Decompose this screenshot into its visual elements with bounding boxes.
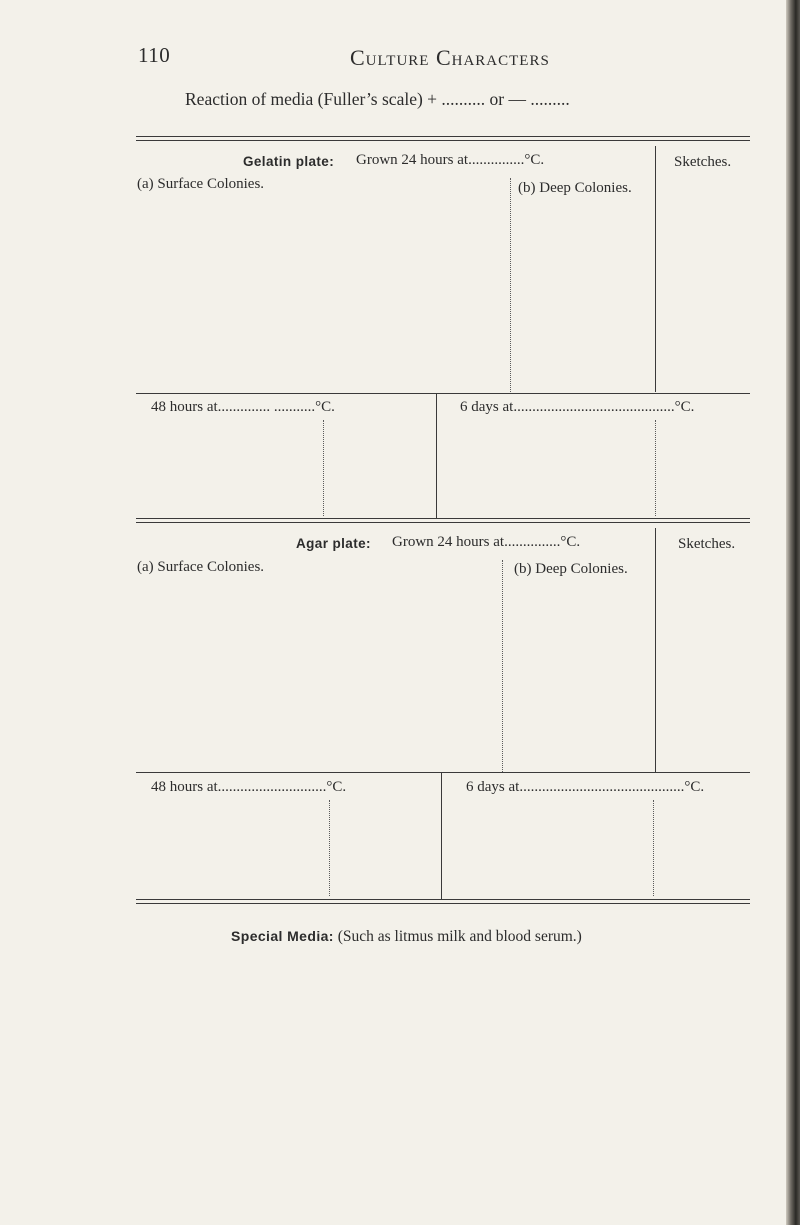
gelatin-grown: Grown 24 hours at...............°C.	[356, 152, 545, 168]
gelatin-6-days: 6 days at...........................................°C.	[460, 399, 695, 415]
gelatin-sketches-divider	[655, 146, 656, 392]
gelatin-sketches: Sketches.	[674, 154, 732, 170]
agar-48h-divider	[329, 800, 330, 896]
reaction-line: Reaction of media (Fuller’s scale) + .......... or — .........	[185, 89, 570, 109]
agar-sketches: Sketches.	[678, 536, 736, 552]
gelatin-mid-rule	[136, 393, 750, 394]
agar-column-divider	[502, 560, 503, 772]
gelatin-title: Gelatin plate:	[243, 154, 335, 169]
page-number: 110	[138, 43, 171, 67]
gelatin-48h-divider	[323, 420, 324, 516]
scanned-page-edge	[786, 0, 800, 1225]
special-media-note: (Such as litmus milk and blood serum.)	[337, 928, 582, 945]
agar-mid-rule	[136, 772, 750, 773]
agar-48-hours: 48 hours at.............................°C.	[151, 779, 347, 795]
special-media-title: Special Media:	[231, 928, 334, 944]
gelatin-surface-colonies: (a) Surface Colonies.	[137, 176, 265, 192]
gelatin-top-rule	[136, 136, 750, 137]
agar-title: Agar plate:	[296, 536, 371, 551]
agar-surface-colonies: (a) Surface Colonies.	[137, 559, 265, 575]
gelatin-bottom-rule	[136, 518, 750, 519]
agar-bottom-rule-2	[136, 903, 750, 904]
agar-bottom-rule	[136, 899, 750, 900]
running-head: Culture Characters	[350, 45, 550, 70]
gelatin-top-rule-2	[136, 140, 750, 141]
gelatin-48-hours: 48 hours at.............. ...........°C.	[151, 399, 335, 415]
special-media-line	[231, 928, 582, 946]
agar-grown: Grown 24 hours at...............°C.	[392, 534, 581, 550]
gelatin-lower-divider	[436, 394, 437, 518]
gelatin-6d-divider	[655, 420, 656, 516]
gelatin-column-divider	[510, 178, 511, 392]
agar-lower-divider	[441, 773, 442, 899]
agar-sketches-divider	[655, 528, 656, 772]
gelatin-deep-colonies: (b) Deep Colonies.	[518, 180, 632, 196]
agar-6d-divider	[653, 800, 654, 896]
gelatin-bottom-rule-2	[136, 522, 750, 523]
agar-deep-colonies: (b) Deep Colonies.	[514, 561, 628, 577]
agar-6-days: 6 days at............................................°C.	[466, 779, 705, 795]
